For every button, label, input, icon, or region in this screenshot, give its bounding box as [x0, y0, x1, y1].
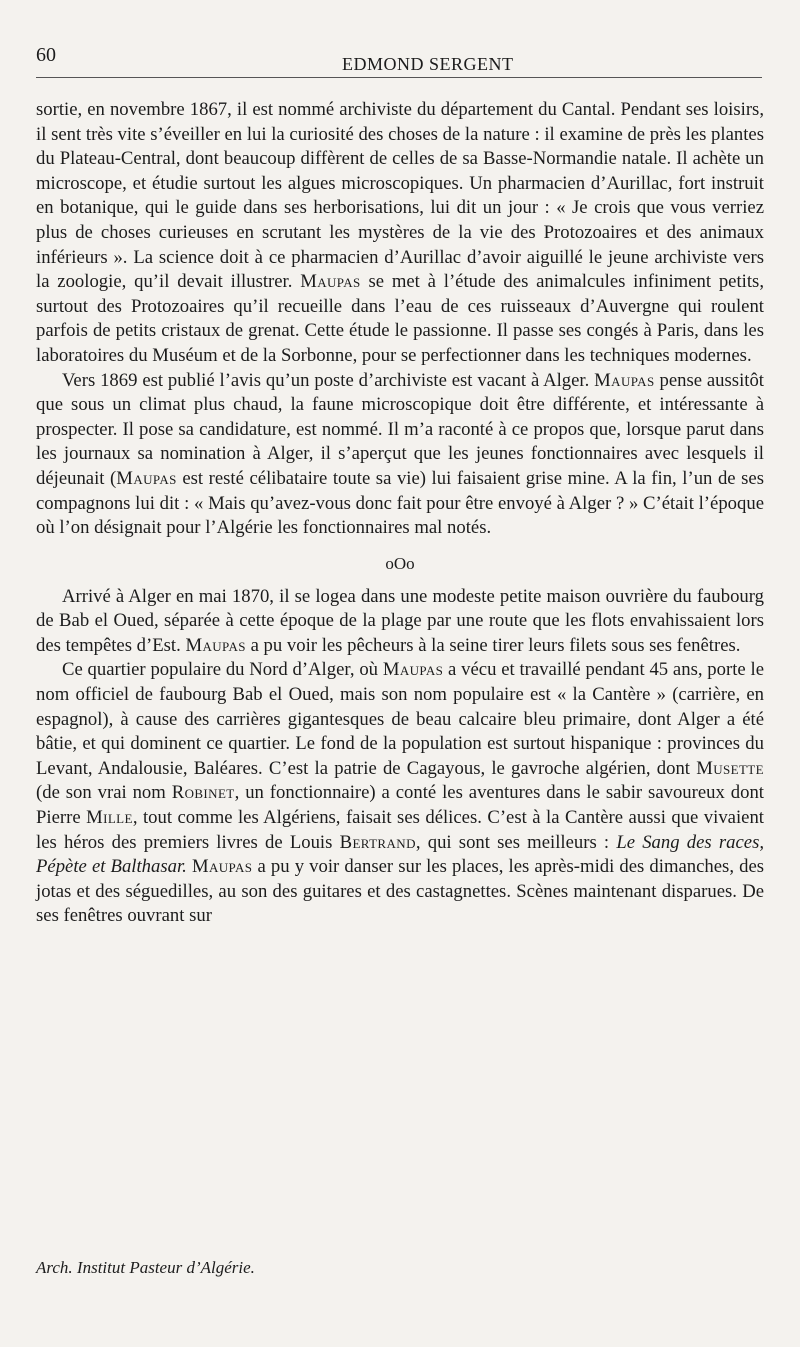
person-name: Musette: [696, 757, 764, 779]
text-run: sortie, en novembre 1867, il est nommé archiviste du département du Cantal. Pendant ses loisirs, il sent très vite s’éveiller en lui la curiosité des choses de la nature : il examine de près les plantes du Plateau-Central, dont beaucoup diffèrent de celles de sa Basse-Normandie natale. Il achète un microscope, et étudie surtout les algues microscopiques. Un pharmacien d’Aurillac, fort instruit en botanique, qui le guide dans ses herborisations, lui dit un jour : « Je crois que vous verriez plus de choses curieuses en scrutant les mystères de la vie des Protozoaires et des animaux inférieurs ». La science doit à ce pharmacien d’Aurillac d’avoir aiguillé le jeune archiviste vers la zoologie, qu’il devait illustrer.: [36, 99, 764, 293]
paragraph: [36, 369, 764, 541]
page-number: 60: [36, 44, 56, 66]
person-name: Maupas: [382, 659, 444, 681]
text-run: , un fonctionnaire) a conté les aventures dans le sabir savoureux dont Pierre: [36, 782, 764, 829]
section-separator: oOo: [385, 553, 415, 573]
person-name: Mille: [86, 807, 133, 829]
text-run: , qui sont ses meilleurs :: [415, 831, 617, 853]
person-name: Maupas: [185, 634, 246, 656]
person-name: Robinet: [171, 782, 235, 804]
person-name: Bertrand: [339, 831, 416, 853]
person-name: Maupas: [300, 271, 361, 293]
archive-footer: Arch. Institut Pasteur d’Algérie.: [36, 1258, 255, 1277]
text-run: (de son vrai nom: [36, 782, 172, 804]
text-run: pense aussitôt que sous un climat plus chaud, la faune microscopique doit être différente, et intéressante à prospecter. Il pose sa candidature, est nommé. Il m’a raconté à ce propos que, lorsque parut dans les journaux sa nomination à Alger, il s’aperçut que les jeunes fonctionnaires avec lesquels il déjeunait (: [36, 369, 764, 489]
text-run: Vers 1869 est publié l’avis qu’un poste d’archiviste est vacant à Alger.: [62, 369, 595, 391]
text-run: a pu y voir danser sur les places, les après-midi des dimanches, des jotas et des séguedilles, au son des guitares et des castagnettes. Scènes maintenant disparues. De ses fenêtres ouvrant sur: [36, 856, 765, 927]
header-rule: [36, 77, 762, 78]
book-titles: Le Sang des races, Pépète et Balthasar.: [36, 831, 765, 878]
person-name: Maupas: [116, 467, 177, 489]
running-title: EDMOND SERGENT: [342, 54, 514, 74]
paragraph: [36, 658, 764, 929]
person-name: Maupas: [191, 856, 253, 878]
text-run: a pu voir les pêcheurs à la seine tirer leurs filets sous ses fenêtres.: [245, 634, 741, 656]
text-run: , tout comme les Algériens, faisait ses délices. C’est à la Cantère aussi que vivaient les héros des premiers livres de Louis: [36, 807, 764, 853]
text-run: se met à l’étude des animalcules infiniment petits, surtout des Protozoaires qu’il recueille dans l’eau de ces ruisseaux d’Auvergne qui roulent parfois de petits cristaux de grenat. Cette étude le passionne. Il passe ses congés à Paris, dans les laboratoires du Muséum et de la Sorbonne, pour se perfectionner dans les techniques modernes.: [36, 271, 764, 366]
paragraph: [36, 98, 764, 369]
page-header: [36, 44, 762, 78]
body-text: [36, 98, 764, 929]
text-run: est resté célibataire toute sa vie) lui faisaient grise mine. A la fin, l’un de ses compagnons lui dit : « Mais qu’avez-vous donc fait pour être envoyé à Alger ? » C’était l’époque où l’on désignait pour l’Algérie les fonctionnaires mal notés.: [36, 467, 764, 539]
text-run: Arrivé à Alger en mai 1870, il se logea dans une modeste petite maison ouvrière du faubourg de Bab el Oued, séparée à cette époque de la plage par une route que les flots envahissaient lors des tempêtes d’Est.: [36, 585, 764, 656]
text-run: a vécu et travaillé pendant 45 ans, porte le nom officiel de faubourg Bab el Oued, mais son nom populaire est « la Cantère » (carrière, en espagnol), à cause des carrières gigantesques de beau calcaire bleu primaire, dont Alger a été bâtie, et qui dominent ce quartier. Le fond de la population est surtout hispanique : provinces du Levant, Andalousie, Baléares. C’est la patrie de Cagayous, le gavroche algérien, dont: [36, 659, 764, 779]
paragraph: [36, 585, 764, 659]
text-run: Ce quartier populaire du Nord d’Alger, où: [62, 659, 383, 681]
person-name: Maupas: [594, 369, 655, 391]
